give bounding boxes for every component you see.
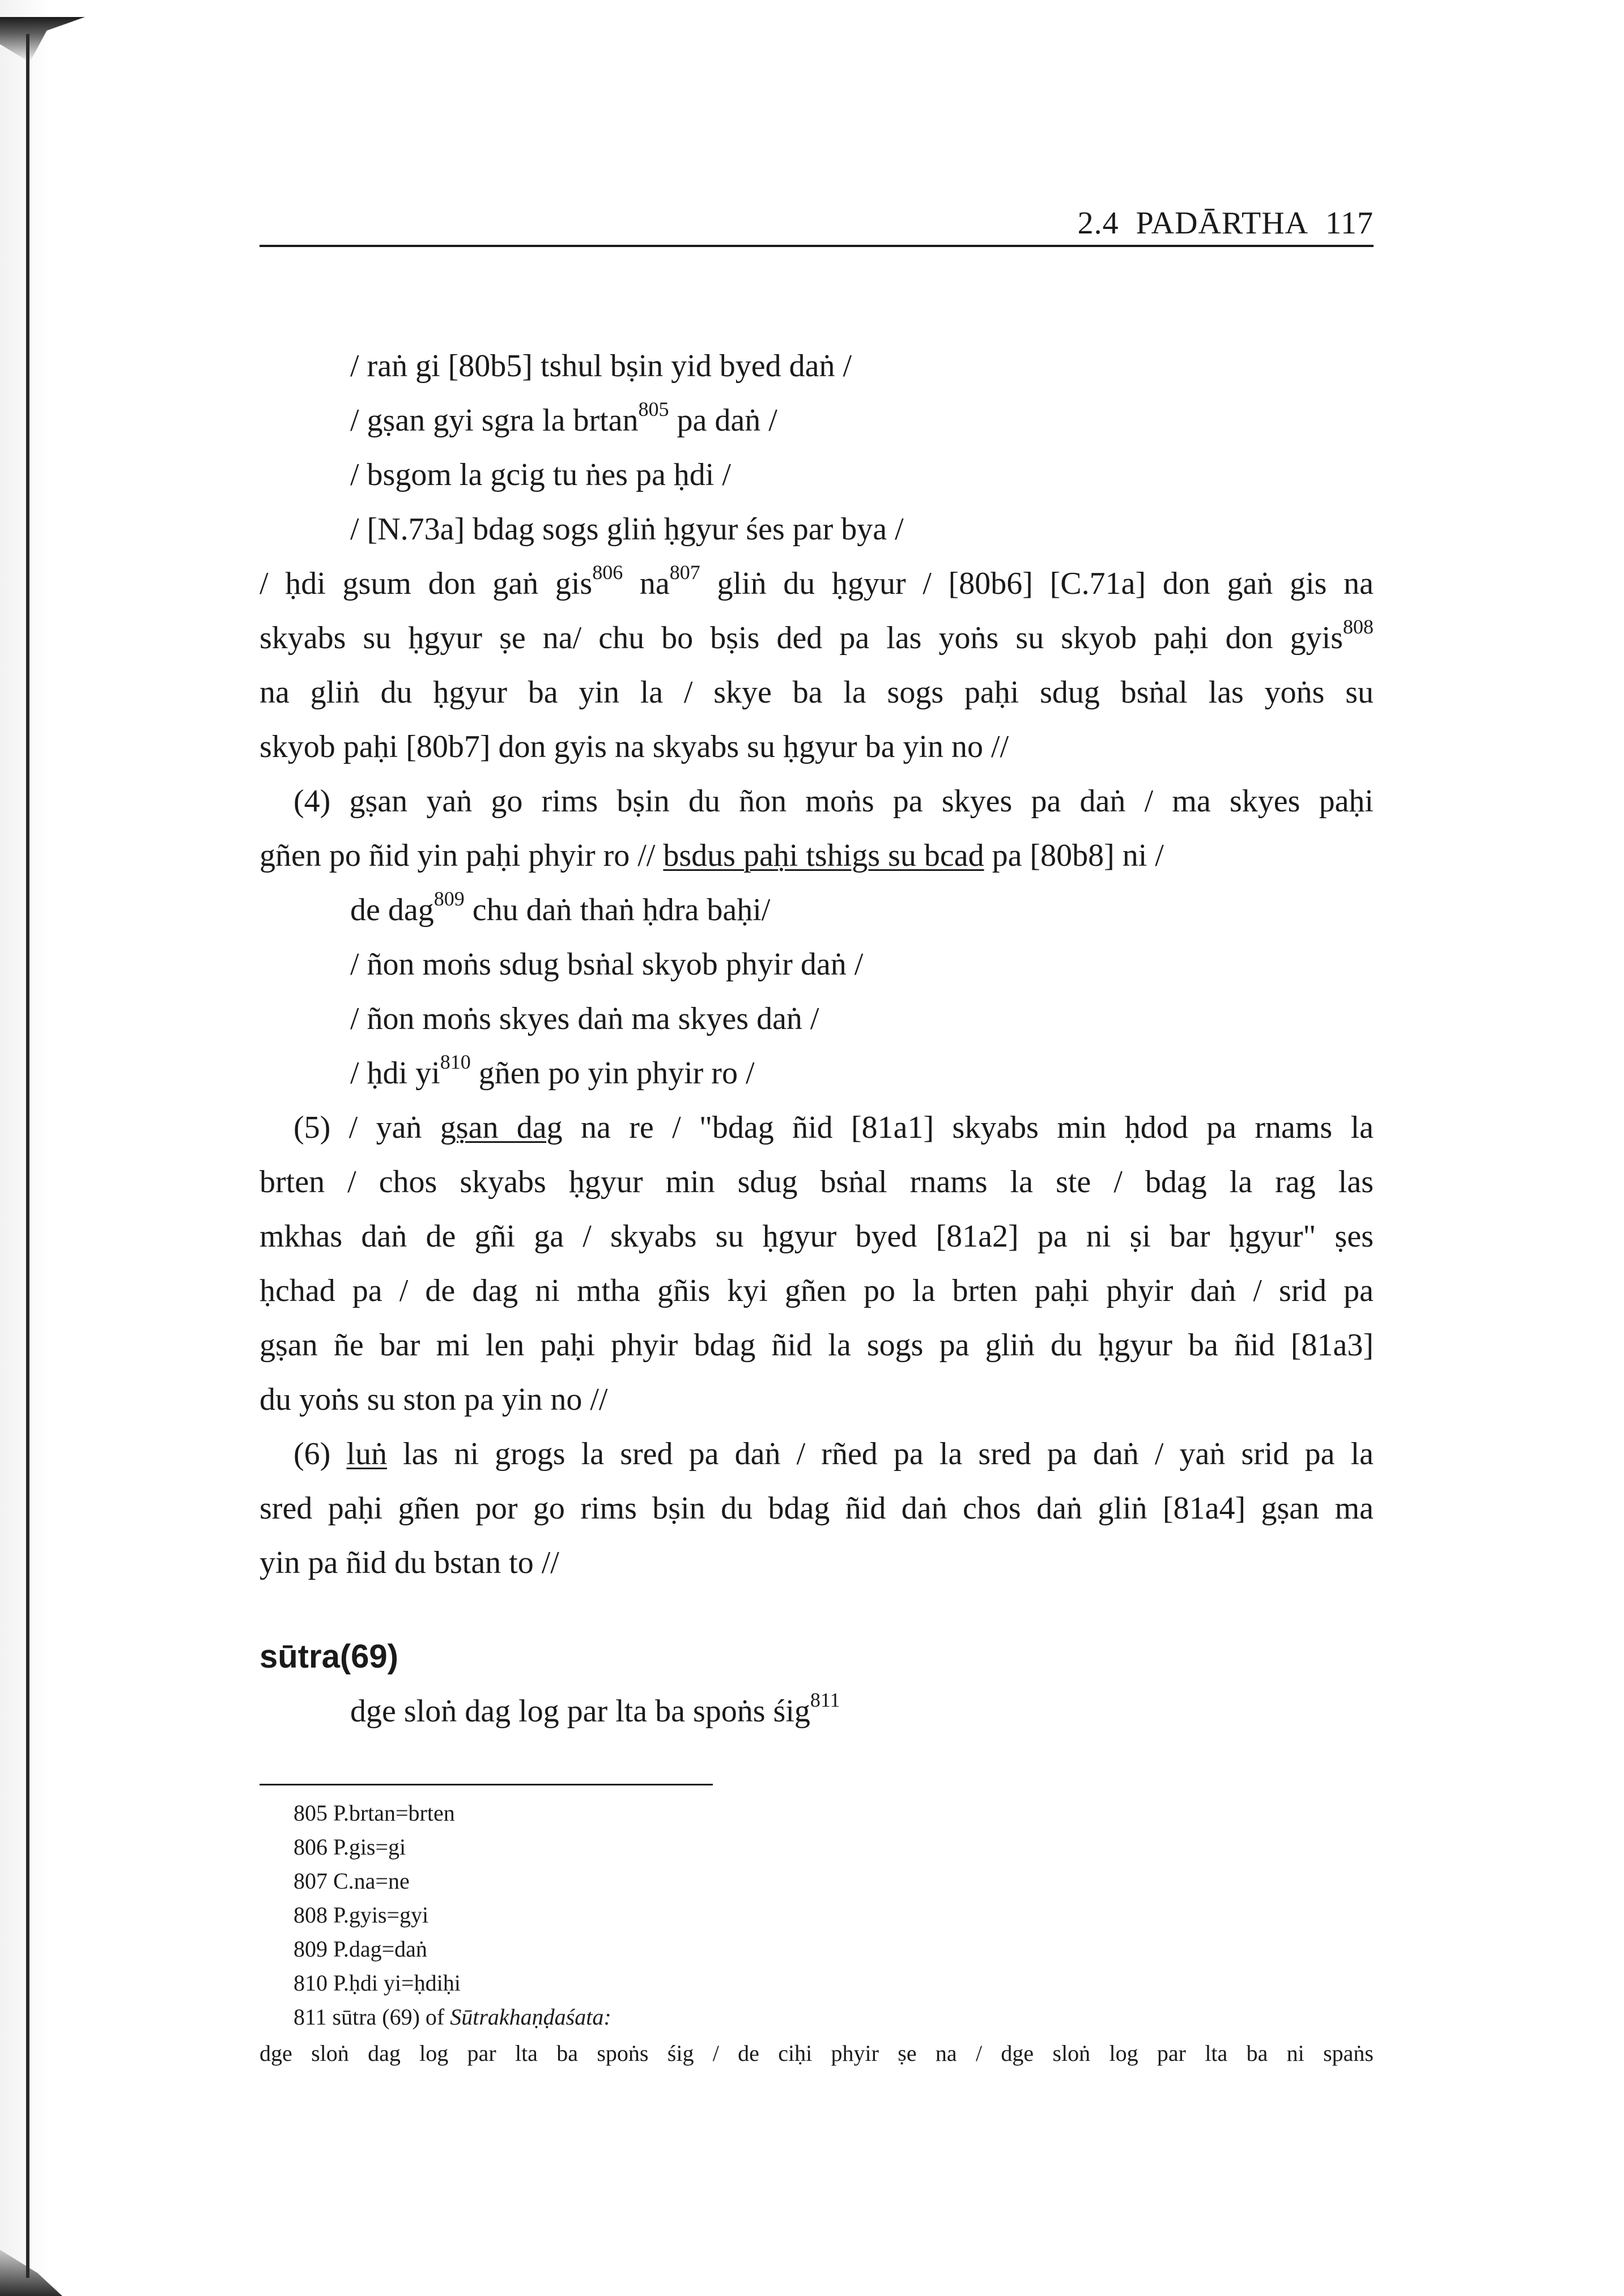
sutra-heading: sūtra(69) xyxy=(260,1638,398,1675)
header-text xyxy=(1061,205,1374,241)
text-segment: / ḥdi yi xyxy=(350,1056,440,1091)
footnote-text: sūtra (69) of xyxy=(332,2004,450,2030)
text-segment: las ni grogs la sred pa daṅ / rñed pa la sred pa daṅ / yaṅ srid pa la xyxy=(386,1436,1374,1472)
text-line xyxy=(260,665,1374,720)
footnote-marker: 808 xyxy=(1343,615,1374,639)
text-segment: na re / "bdag ñid [81a1] skyabs min ḥdod pa rnams la xyxy=(562,1110,1374,1145)
page-number: 117 xyxy=(1325,206,1374,241)
footnote-text: P.ḥdi yi=ḥdiḥi xyxy=(333,1970,461,1996)
text-line xyxy=(260,1046,1374,1100)
text-line xyxy=(260,339,1374,393)
text-line xyxy=(260,774,1374,828)
running-header xyxy=(260,203,1374,247)
footnote xyxy=(294,1796,611,1830)
footnote-number: 809 xyxy=(294,1936,328,1962)
text-line xyxy=(260,1427,1374,1481)
text-line xyxy=(260,992,1374,1046)
footnote-number: 805 xyxy=(294,1800,328,1826)
footnotes xyxy=(294,1796,611,2034)
text-segment: / raṅ gi [80b5] tshul bṣin yid byed daṅ / xyxy=(350,348,852,384)
text-line xyxy=(260,1481,1374,1536)
footnote xyxy=(294,1830,611,1864)
text-segment: du yoṅs su ston pa yin no // xyxy=(260,1382,608,1417)
text-segment: mkhas daṅ de gñi ga / skyabs su ḥgyur byed [81a2] pa ni ṣi bar ḥgyur" ṣes xyxy=(260,1219,1374,1254)
sutra-verse-text: dge sloṅ dag log par lta ba spoṅs śig xyxy=(350,1694,810,1729)
text-segment: / gṣan gyi sgra la brtan xyxy=(350,403,639,438)
footnote-number: 811 xyxy=(294,2004,327,2030)
body-text xyxy=(260,339,1374,1590)
text-segment: (4) gṣan yaṅ go rims bṣin du ñon moṅs pa skyes pa daṅ / ma skyes paḥi xyxy=(294,784,1374,819)
footnote-text: P.gyis=gyi xyxy=(333,1902,429,1928)
header-title: PADĀRTHA xyxy=(1136,206,1309,241)
text-segment: ḥchad pa / de dag ni mtha gñis kyi gñen po la brten paḥi phyir daṅ / srid pa xyxy=(260,1273,1374,1308)
footnote-marker: 809 xyxy=(433,887,465,911)
text-segment: pa daṅ / xyxy=(669,403,777,438)
text-segment: de dag xyxy=(350,892,434,928)
spine-binding-line xyxy=(26,34,29,2278)
text-segment: / ñon moṅs skyes daṅ ma skyes daṅ / xyxy=(350,1001,819,1036)
footnote-text: P.dag=daṅ xyxy=(333,1936,427,1962)
footnote-divider xyxy=(260,1784,713,1785)
text-line xyxy=(260,1100,1374,1155)
text-line xyxy=(260,502,1374,556)
footnote-marker: 807 xyxy=(669,561,700,584)
footnote-text: C.na=ne xyxy=(333,1868,410,1894)
footnote-marker: 806 xyxy=(592,561,623,584)
text-line xyxy=(260,937,1374,992)
text-segment: na gliṅ du ḥgyur ba yin la / skye ba la sogs paḥi sdug bsṅal las yoṅs su xyxy=(260,675,1374,710)
footnote-text: P.gis=gi xyxy=(333,1834,406,1860)
text-segment: / ḥdi gsum don gaṅ gis xyxy=(260,566,593,601)
footnote-marker: 811 xyxy=(810,1689,840,1712)
text-line xyxy=(260,611,1374,665)
footnote-number: 810 xyxy=(294,1970,328,1996)
text-segment: (6) xyxy=(294,1436,347,1472)
footnote-title: Sūtrakhaṇḍaśata: xyxy=(450,2004,611,2030)
text-line xyxy=(260,1536,1374,1590)
text-line xyxy=(260,448,1374,502)
footnote xyxy=(294,2000,611,2034)
text-line xyxy=(260,883,1374,937)
text-segment: brten / chos skyabs ḥgyur min sdug bsṅal rnams la ste / bdag la rag las xyxy=(260,1164,1374,1200)
text-segment: na xyxy=(623,566,670,601)
text-line xyxy=(260,828,1374,883)
text-segment: / [N.73a] bdag sogs gliṅ ḥgyur śes par bya / xyxy=(350,512,904,547)
footnote-text: P.brtan=brten xyxy=(333,1800,455,1826)
footnote-marker: 805 xyxy=(638,398,669,421)
text-line xyxy=(260,556,1374,611)
sutra-verse-line xyxy=(350,1689,840,1729)
footnote-number: 808 xyxy=(294,1902,328,1928)
footnote xyxy=(294,1898,611,1932)
text-line xyxy=(260,1318,1374,1372)
footnote xyxy=(294,1966,611,2000)
header-section-number: 2.4 xyxy=(1077,206,1119,241)
text-line xyxy=(260,720,1374,774)
text-line xyxy=(260,1155,1374,1209)
footnote-marker: 810 xyxy=(440,1051,471,1074)
text-segment: skyabs su ḥgyur ṣe na/ chu bo bṣis ded pa las yoṅs su skyob paḥi don gyis xyxy=(260,620,1343,656)
spine-corner-shadow xyxy=(0,17,85,62)
text-segment: gliṅ du ḥgyur / [80b6] [C.71a] don gaṅ gis na xyxy=(700,566,1374,601)
book-spine-shadow xyxy=(0,0,51,2296)
text-segment: chu daṅ thaṅ ḥdra baḥi/ xyxy=(464,892,771,928)
text-segment: skyob paḥi [80b7] don gyis na skyabs su ḥgyur ba yin no // xyxy=(260,729,1009,764)
footnote-number: 807 xyxy=(294,1868,328,1894)
underlined-term: luṅ xyxy=(346,1436,387,1472)
text-segment: gñen po yin phyir ro / xyxy=(470,1056,755,1091)
text-line xyxy=(260,1264,1374,1318)
text-segment: sred paḥi gñen por go rims bṣin du bdag ñid daṅ chos daṅ gliṅ [81a4] gṣan ma xyxy=(260,1491,1374,1526)
footnote-continuation: dge sloṅ dag log par lta ba spoṅs śig / de ciḥi phyir ṣe na / dge sloṅ log par lta ba ni spaṅs xyxy=(260,2040,1374,2066)
text-segment: gṣan ñe bar mi len paḥi phyir bdag ñid la sogs pa gliṅ du ḥgyur ba ñid [81a3] xyxy=(260,1328,1374,1363)
footnote xyxy=(294,1932,611,1966)
footnote-number: 806 xyxy=(294,1834,328,1860)
text-segment: (5) / yaṅ xyxy=(294,1110,440,1145)
text-line xyxy=(260,1372,1374,1427)
text-segment: / ñon moṅs sdug bsṅal skyob phyir daṅ / xyxy=(350,947,864,982)
text-segment: gñen po ñid yin paḥi phyir ro // xyxy=(260,838,664,873)
text-segment: yin pa ñid du bstan to // xyxy=(260,1545,559,1580)
underlined-term: bsdus paḥi tshigs su bcad xyxy=(663,838,984,873)
text-line xyxy=(260,393,1374,448)
spine-bottom-shadow xyxy=(0,2238,62,2296)
footnote xyxy=(294,1864,611,1898)
text-segment: / bsgom la gcig tu ṅes pa ḥdi / xyxy=(350,457,731,492)
text-line xyxy=(260,1209,1374,1264)
text-segment: pa [80b8] ni / xyxy=(984,838,1164,873)
underlined-term: gṣan dag xyxy=(440,1110,563,1145)
